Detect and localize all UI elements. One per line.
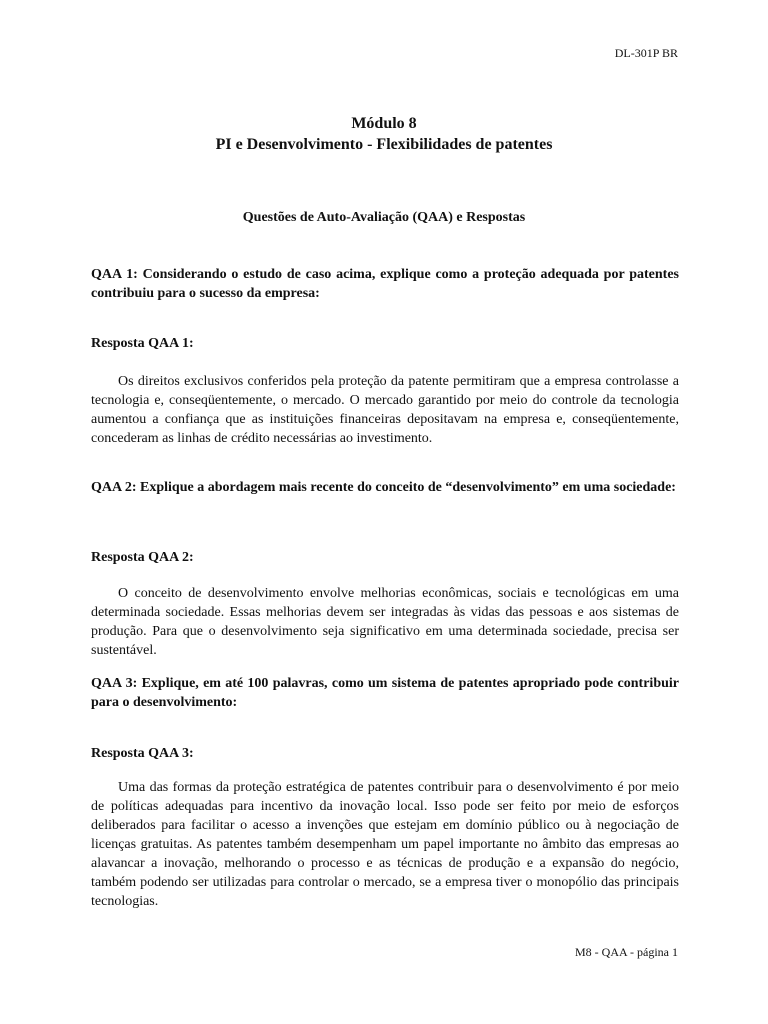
question-1: QAA 1: Considerando o estudo de caso acima, explique como a proteção adequada por patentes contribuiu para o sucesso da empresa: (91, 267, 679, 301)
module-title: Módulo 8 (351, 115, 417, 132)
page-title (0, 113, 768, 155)
answer-heading-2: Resposta QAA 2: (91, 550, 194, 565)
answer-3: Uma das formas da proteção estratégica de patentes contribuir para o desenvolvimento é por meio de políticas adequadas para incentivo da inovação local. Isso pode ser feito por meio de esforços deliberados para facilitar o acesso a invenções que estejam em domínio público ou à negociação de licenças gratuitas. As patentes também desempenham um papel importante no âmbito das empresas ao alavancar a inovação, melhorando o processo e as técnicas de produção e a expansão do negócio, também podendo ser utilizadas para controlar o mercado, se a empresa tiver o monopólio das principais tecnologias. (91, 780, 679, 909)
answer-heading-3: Resposta QAA 3: (91, 746, 194, 761)
module-subtitle: PI e Desenvolvimento - Flexibilidades de patentes (215, 136, 553, 153)
section-title: Questões de Auto-Avaliação (QAA) e Respostas (242, 210, 526, 225)
answer-2: O conceito de desenvolvimento envolve melhorias econômicas, sociais e tecnológicas em uma determinada sociedade. Essas melhorias devem ser integradas às vidas das pessoas e aos sistemas de produção. Para que o desenvolvimento seja significativo em uma determinada sociedade, precisa ser sustentável. (91, 586, 679, 658)
page-footer: M8 - QAA - página 1 (575, 945, 678, 959)
answer-heading-1: Resposta QAA 1: (91, 336, 194, 351)
document-code: DL-301P BR (614, 46, 678, 60)
question-3: QAA 3: Explique, em até 100 palavras, como um sistema de patentes apropriado pode contribuir para o desenvolvimento: (91, 676, 679, 710)
answer-1: Os direitos exclusivos conferidos pela proteção da patente permitiram que a empresa controlasse a tecnologia e, conseqüentemente, o mercado. O mercado garantido por meio do controle da tecnologia aumentou a confiança que as instituições financeiras depositavam na empresa e, conseqüentemente, concederam as linhas de crédito necessárias ao investimento. (91, 374, 679, 446)
question-2: QAA 2: Explique a abordagem mais recente do conceito de “desenvolvimento” em uma sociedade: (91, 480, 676, 495)
